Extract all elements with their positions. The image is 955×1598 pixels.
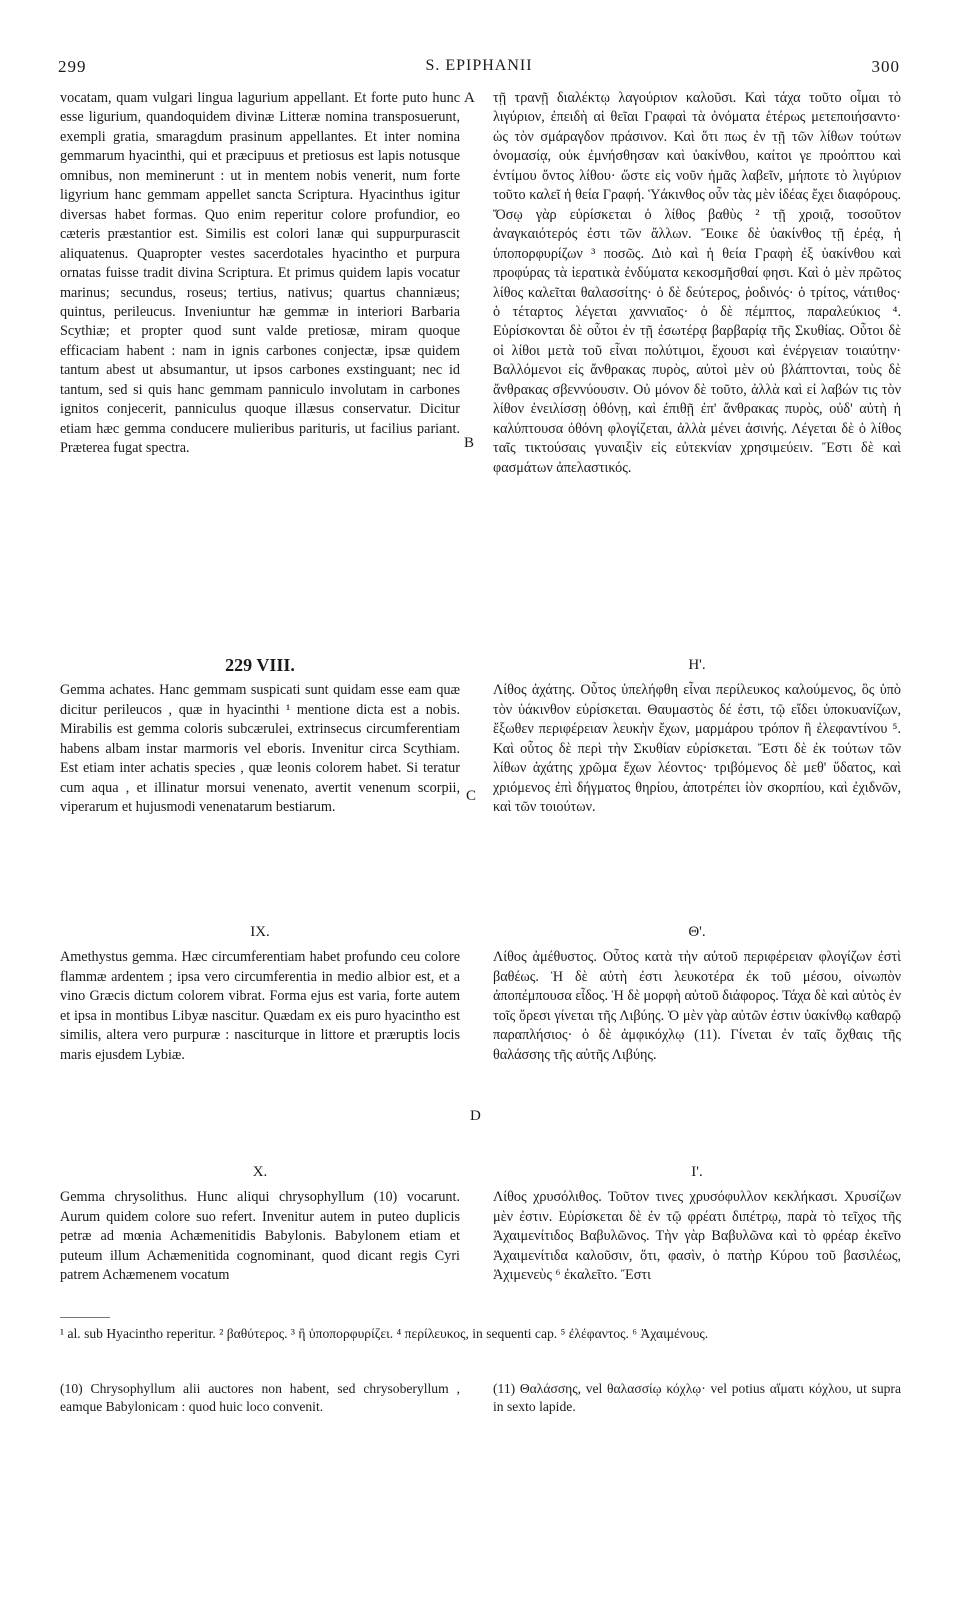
latin-block-1 bbox=[60, 89, 460, 459]
greek-paragraph-hyacinth: τῇ τρανῇ διαλέκτῳ λαγούριον καλοῦσι. Καὶ τάχα τοῦτο οἶμαι τὸ λιγύριον, ἐπειδὴ αἱ θεῖαι Γραφαὶ τὰ ὀνόματα ἑτέρως μετεποιήσαντο· ὡς τὸν σμάραγδον πράσινον. Καὶ ὅτι πως ἐν τῇ τῶν λίθων τούτων ὀνομασίᾳ, οὐκ ἐμνήσθησαν καὶ ὑακίνθου, καίτοι γε προόπτου καὶ ἐντίμου ὄντος λίθου· ὥστε εἰς νοῦν ἡμᾶς λαβεῖν, μήποτε τὸ λιγύριον τοῦτο καλεῖ ἡ θεία Γραφή. Ὑάκινθος οὖν τὰς μὲν ἰδέας ἔχει διαφόρους. Ὅσῳ γὰρ εὑρίσκεται ὁ λίθος βαθὺς ² τῇ χροιᾷ, τοσοῦτον ἀναγκαιότερός ἐστι τῶν ἄλλων. Ἔοικε δὲ ὑακίνθος τῇ ἐρέᾳ, ἡ ὑποπορφυρίζων ³ ποσῶς. Διὸ καὶ ἡ θεία Γραφὴ ἐξ ὑακίνθου καὶ προφύρας τὰ ἱερατικὰ ἐνδύματα κεκοσμῆσθαί φησι. Καὶ ὁ μὲν πρῶτος λίθος καλεῖται θαλασσίτης· ὁ δὲ δεύτερος, ῥοδινός· ὁ τρίτος, νάτιθος· ὁ τέταρτος λέγεται χαννιαῖος· ὁ δὲ πέμπτος, παραλεύκιος ⁴. Εὑρίσκονται δὲ οὗτοι ἐν τῇ ἐσωτέρᾳ βαρβαρίᾳ τῆς Σκυθίας. Οὗτοι δὲ οἱ λίθοι μετὰ τοῦ εἶναι πολύτιμοι, ἔχουσι καὶ ἐνέργειαν τοιαύτην· Βαλλόμενοι εἰς ἄνθρακας πυρὸς, αὐτοὶ μὲν οὐ βλάπτονται, τοὺς δὲ ἄνθρακας σβεννύουσιν. Οὐ μόνον δὲ τοῦτο, ἀλλὰ καὶ εἰ λαβών τις τὸν λίθον ἐνειλίσσῃ ὀθόνῃ, καὶ ἐπιθῇ ἐπ' ἄνθρακας πυρὸς, οὐδ' αὐτὴ ἡ καλύπτουσα ὀθόνη φλογίζεται, ἀλλὰ μένει ἀσινής. Λέγεται δὲ ὁ λίθος ταῖς τικτούσαις γυναιξὶν εἰς εὐτεκνίαν χρησιμεύειν. Ἔστι δὲ καὶ φασμάτων ἀπελαστικός. bbox=[493, 90, 901, 476]
greek-heading-eta: Η'. bbox=[688, 657, 706, 673]
page-number-left: 299 bbox=[58, 57, 87, 76]
footnote-rule bbox=[60, 1317, 110, 1318]
latin-heading-x: X. bbox=[252, 1164, 268, 1180]
latin-paragraph-chrysolithus: Gemma chrysolithus. Hunc aliqui chrysophyllum (10) vocarunt. Aurum quidem colore suo refert. Invenitur autem in puteo duplicis petræ ad mœnia Achæmenitidis Babylonis. Babylonem etiam et puteum illum Achæmenitida cognominant, quod dicant regis Cyri patrem Achæmenem vocatum bbox=[60, 1189, 460, 1284]
greek-paragraph-amethystus: Λίθος ἀμέθυστος. Οὗτος κατὰ τὴν αὐτοῦ περιφέρειαν φλογίζων ἐστὶ βαθέως. Ἡ δὲ αὐτὴ ἐστι λευκοτέρα ἐκ τοῦ μέσου, οἰνωπὸν ἀποπέμπουσα εἶδος. Ἡ δὲ μορφὴ αὐτοῦ διάφορος. Τάχα δὲ καὶ αὐτὸς ἐν τοῖς ὄρεσι γίνεται τῆς Λιβύης. Ὁ μὲν γὰρ αὐτῶν ἐστιν ὑακίνθῳ καθαρῷ παραπλήσιος· ὁ δὲ ἀμφικόχλῳ (11). Γίνεται ἐν ταῖς ὄχθαις τῆς θαλάσσης τῆς αὐτῆς Λιβύης. bbox=[493, 949, 902, 1063]
margin-letter-d: D bbox=[470, 1108, 481, 1124]
note-11 bbox=[493, 1380, 901, 1415]
margin-letter-a: A bbox=[464, 90, 475, 106]
note-10 bbox=[60, 1380, 460, 1415]
note-11-text: (11) Θαλάσσης, vel θαλασσίῳ κόχλῳ· vel potius αἵματι κόχλου, ut supra in sexto lapide. bbox=[493, 1381, 901, 1414]
greek-paragraph-achates: Λίθος ἀχάτης. Οὗτος ὑπελήφθη εἶναι περίλευκος καλούμενος, ὃς ὑπὸ τὸν ὑάκινθον εὑρίσκεται. Θαυμαστὸς δέ ἐστι, τῷ εἴδει ὑποκυανίζων, ἔξωθεν περιφέρειαν λευκὴν ἔχων, μαρμάρου τρόπον ἢ ἐλεφαντίνου ⁵. Καὶ οὗτος δὲ περὶ τὴν Σκυθίαν εὑρίσκεται. Ἔστι δὲ ἐκ τούτων τῶν λίθων ἀχάτης χρῶμα ἔχων λέοντος· τριβόμενος δὲ μεθ' ὕδατος, καὶ χριόμενος ἐπὶ δήγματος θηρίου, ἀποτρέπει ἰὸν σκορπίου, καὶ ἐχιδνῶν, καὶ τῶν τοιούτων. bbox=[493, 682, 901, 816]
latin-block-4 bbox=[60, 1163, 460, 1286]
greek-block-3 bbox=[493, 923, 901, 1065]
page-number-right: 300 bbox=[871, 57, 900, 76]
margin-letter-b: B bbox=[464, 435, 475, 451]
latin-paragraph-amethystus: Amethystus gemma. Hæc circumferentiam habet profundo ceu colore flammæ ardentem ; ipsa vero circumferentia in medio albior est, et a vino Græcis dictum colorem vibrat. Forma ejus est varia, forte autem et ipsa in montibus Libyæ nascitur. Quædam ex eis puro hyacintho est similis, altera vero purpuræ : nasciturque in littore et præruptis locis maris ejusdem Lybiæ. bbox=[60, 949, 460, 1063]
greek-block-2 bbox=[493, 656, 901, 818]
greek-block-1 bbox=[493, 89, 901, 478]
page-header bbox=[58, 57, 900, 81]
running-head: S. EPIPHANII bbox=[425, 57, 533, 74]
footnotes: ¹ al. sub Hyacintho reperitur. ² βαθύτερος. ³ ἢ ὑποπορφυρίζει. ⁴ περίλευκος, in sequenti cap. ⁵ ἐλέφαντος. ⁶ Ἀχαιμένους. bbox=[60, 1326, 709, 1341]
latin-paragraph-achates: Gemma achates. Hanc gemmam suspicati sunt quidam esse eam quæ dicitur perileucos , quæ in hyacinthi ¹ mentione dicta est a nobis. Mirabilis est gemma coloris subcærulei, extrinsecus circumferentiam habens albam instar marmoris vel eboris. Invenitur circa Scythiam. Est etiam inter achatis species , quæ leonis colorem habet. Si teratur cum aqua , et illinatur morsui venenato, avertit venenum scorpii, viperarum et hujusmodi venenatarum bestiarum. bbox=[60, 682, 460, 816]
greek-heading-iota: Ι'. bbox=[691, 1164, 703, 1180]
latin-heading-ix: IX. bbox=[250, 924, 270, 940]
greek-block-4 bbox=[493, 1163, 901, 1286]
latin-block-3 bbox=[60, 923, 460, 1065]
margin-letter-c: C bbox=[466, 788, 477, 804]
latin-heading-viii: 229 VIII. bbox=[225, 655, 295, 675]
greek-paragraph-chrysolithus: Λίθος χρυσόλιθος. Τοῦτον τινες χρυσόφυλλον κεκλήκασι. Χρυσίζων μὲν ἐστιν. Εὑρίσκεται δὲ ἐν τῷ φρέατι διπέτρῳ, παρὰ τὸ τεῖχος τῆς Ἀχαιμενίτιδος Βαβυλῶνος. Τὴν γὰρ Βαβυλῶνα καὶ τὸ φρέαρ ἐκεῖνο Ἀχαιμενίτιδα καλοῦσιν, ὅτι, φασὶν, ὁ πατὴρ Κύρου τοῦ βασιλέως, Ἀχιμενεὺς ⁶ ἐκαλεῖτο. Ἔστι bbox=[493, 1189, 901, 1284]
greek-heading-theta: Θ'. bbox=[688, 924, 706, 940]
note-10-text: (10) Chrysophyllum alii auctores non habent, sed chrysoberyllum , eamque Babylonicam : quod huic loco convenit. bbox=[60, 1381, 460, 1414]
latin-paragraph-hyacinth: vocatam, quam vulgari lingua lagurium appellant. Et forte puto hunc esse ligurium, quandoquidem divinæ Litteræ nomina transposuerunt, exempli gratia, smaragdum prasinum appellantes. Et inter nomina gemmarum hyacinthi, qui et præcipuus et pretiosus est lapis notusque omnibus, non meminerunt : ut in mentem nobis venerit, num forte ligyrium hanc gemmam appellet sancta Scriptura. Hyacinthus igitur diversas habet formas. Quo enim reperitur colore profundior, eo cæteris præstantior est. Similis est colori lanæ qui suppurpurascit aliquatenus. Quapropter vestes sacerdotales hyacintho et purpura ornatas fuisse tradit divina Scriptura. Et primus quidem lapis vocatur marinus; secundus, roseus; tertius, nativus; quartus channiæus; quintus, perileucus. Inveniuntur hæ gemmæ in interiori Barbaria Scythiæ; et propter quod sunt valde pretiosæ, miram quoque efficaciam habent : nam in ignis carbones conjectæ, ipsæ quidem tantum abest ut absumantur, ut ipsos carbones exstinguant; nec id tantum, sed si quis hanc gemmam panniculo involutam in carbones ignitos conjecerit, panniculus quoque illæsus conservatur. Dicitur etiam hæc gemma conducere mulieribus parituris, ut facilius pariant. Præterea fugat spectra. bbox=[60, 90, 460, 457]
latin-block-2 bbox=[60, 656, 460, 818]
